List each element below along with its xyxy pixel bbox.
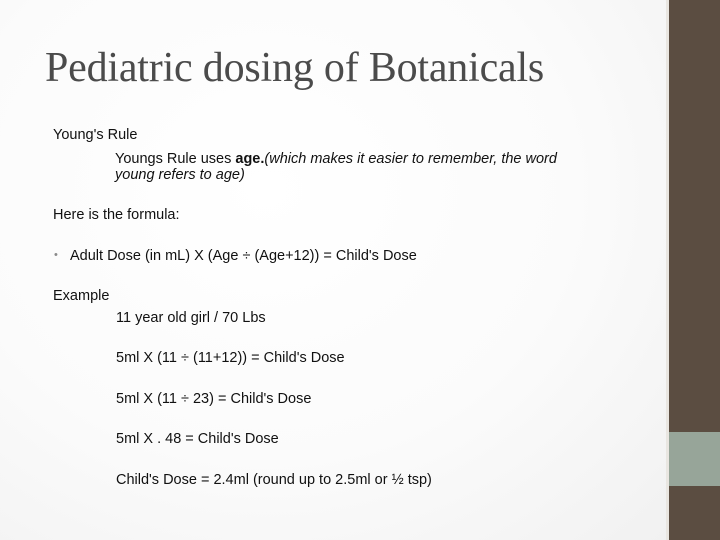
bullet-icon: •	[54, 249, 58, 261]
slide-title: Pediatric dosing of Botanicals	[45, 45, 545, 91]
example-label: Example	[53, 288, 110, 304]
formula-text: Adult Dose (in mL) X (Age ÷ (Age+12)) = Child's Dose	[70, 248, 417, 264]
example-line: Child's Dose = 2.4ml (round up to 2.5ml or ½ tsp)	[116, 472, 432, 488]
formula-label: Here is the formula:	[53, 207, 180, 223]
example-line: 5ml X . 48 = Child's Dose	[116, 431, 279, 447]
example-line: 5ml X (11 ÷ 23) = Child's Dose	[116, 391, 312, 407]
intro-line-2: young refers to age)	[115, 167, 245, 183]
intro-italic-text: (which makes it easier to remember, the word	[264, 151, 557, 167]
intro-bold-word: age.	[235, 151, 265, 167]
sidebar-accent-block	[669, 432, 720, 486]
example-line: 5ml X (11 ÷ (11+12)) = Child's Dose	[116, 350, 345, 366]
example-line: 11 year old girl / 70 Lbs	[116, 310, 266, 326]
youngs-rule-heading: Young's Rule	[53, 127, 138, 143]
intro-line-1	[115, 151, 557, 168]
intro-prefix: Youngs Rule uses	[115, 151, 236, 167]
